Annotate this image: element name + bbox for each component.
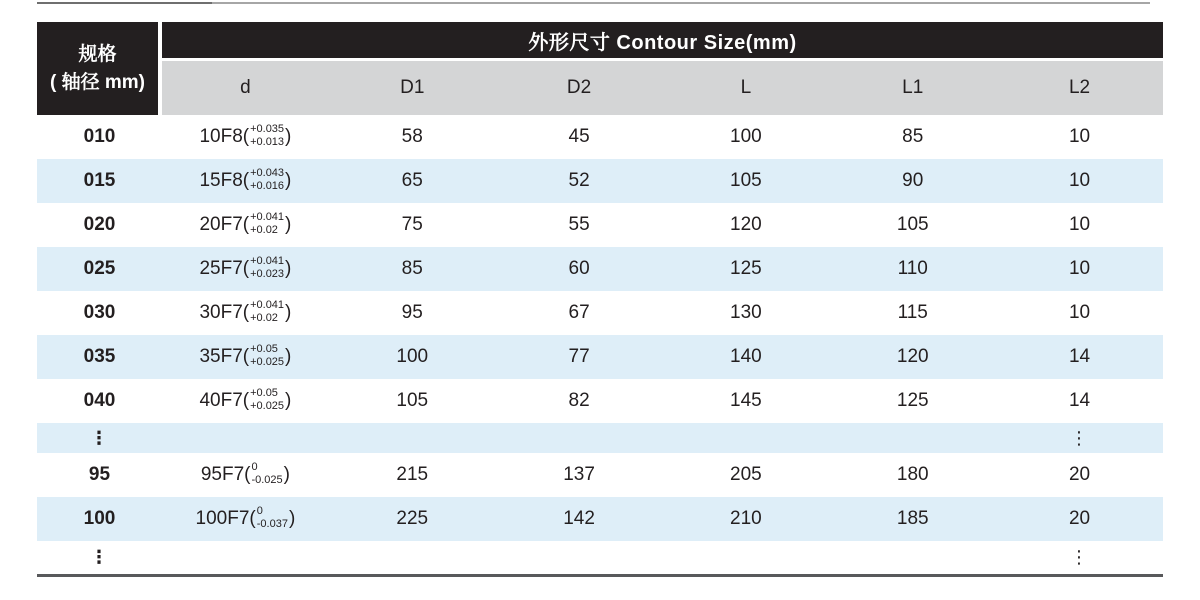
- tolerance-suffix: ): [285, 214, 292, 235]
- d2-cell: 52: [568, 170, 590, 191]
- tolerance-lower: +0.013: [250, 136, 285, 148]
- tolerance-suffix: ): [285, 126, 292, 147]
- tolerance-prefix: 40F7(: [199, 390, 250, 411]
- l1-cell: 110: [897, 258, 928, 279]
- d1-cell: 85: [401, 258, 423, 279]
- tolerance-lower: +0.023: [250, 268, 285, 280]
- tolerance-value: [199, 300, 291, 326]
- tolerance-value: [196, 506, 296, 532]
- tolerance-stack: [250, 299, 284, 325]
- tolerance-stack: [250, 211, 284, 237]
- contour-size-table: [37, 22, 1163, 577]
- tolerance-prefix: 25F7(: [199, 258, 250, 279]
- d1-cell: 58: [401, 126, 423, 147]
- spec-header-line2: ( 轴径 mm): [49, 71, 145, 93]
- d2-cell: 55: [568, 214, 590, 235]
- tolerance-upper: +0.035: [250, 123, 285, 136]
- d2-cell: 82: [568, 390, 590, 411]
- d1-cell: 75: [401, 214, 423, 235]
- tolerance-stack: [257, 505, 288, 531]
- table-row: [37, 335, 1163, 379]
- l2-cell: 10: [1068, 302, 1091, 323]
- table-row: [37, 203, 1163, 247]
- l2-cell: 10: [1068, 258, 1091, 279]
- d-cell: [162, 212, 329, 238]
- column-header-d: d: [240, 77, 251, 98]
- l-cell: 140: [730, 346, 762, 367]
- tolerance-prefix: 95F7(: [200, 464, 251, 485]
- tolerance-lower: +0.02: [250, 224, 278, 236]
- tolerance-value: [199, 344, 291, 370]
- d1-cell: 95: [401, 302, 423, 323]
- tolerance-prefix: 30F7(: [199, 302, 250, 323]
- tolerance-value: [199, 388, 291, 414]
- tolerance-lower: +0.025: [250, 356, 285, 368]
- l1-cell: 185: [896, 508, 929, 529]
- tolerance-value: [199, 124, 291, 150]
- l2-cell: 14: [1068, 390, 1091, 411]
- column-header-l2: L2: [1068, 77, 1091, 98]
- tolerance-stack: [250, 167, 284, 193]
- l-cell: 105: [730, 170, 762, 191]
- tolerance-lower: +0.02: [250, 312, 278, 324]
- table-row: [37, 247, 1163, 291]
- tolerance-value: [199, 256, 291, 282]
- d1-cell: 225: [396, 508, 429, 529]
- tolerance-prefix: 35F7(: [199, 346, 250, 367]
- ellipsis-spec: ⋮: [90, 546, 109, 567]
- l1-cell: 90: [902, 170, 924, 191]
- l1-cell: 125: [896, 390, 929, 411]
- d-cell: [162, 388, 329, 414]
- tolerance-stack: [250, 123, 284, 149]
- d1-cell: 100: [396, 346, 429, 367]
- spec-cell: 100: [83, 508, 116, 529]
- tolerance-stack: [251, 461, 282, 487]
- d-cell: [162, 168, 329, 194]
- ellipsis-row: [37, 423, 1163, 453]
- column-header-l1: L1: [902, 77, 924, 98]
- l1-cell: 105: [896, 214, 929, 235]
- l-cell: 210: [730, 508, 762, 529]
- d2-cell: 137: [563, 464, 595, 485]
- tolerance-value: [201, 462, 290, 488]
- tolerance-suffix: ): [285, 302, 292, 323]
- spec-cell: 020: [83, 214, 116, 235]
- tolerance-lower: +0.025: [250, 400, 285, 412]
- spec-header-line1: 规格: [78, 43, 117, 65]
- d1-cell: 105: [396, 390, 429, 411]
- tolerance-value: [199, 212, 291, 238]
- d1-cell: 65: [401, 170, 423, 191]
- table-row: [37, 497, 1163, 541]
- tolerance-lower: -0.037: [256, 518, 288, 530]
- column-header-l: L: [740, 77, 752, 98]
- bottom-divider: [37, 574, 1163, 577]
- spec-cell: 035: [83, 346, 116, 367]
- column-header-row: [162, 61, 1163, 115]
- tolerance-suffix: ): [285, 346, 292, 367]
- tolerance-upper: +0.041: [250, 299, 285, 312]
- tolerance-upper: +0.043: [250, 167, 285, 180]
- l-cell: 100: [730, 126, 762, 147]
- d-cell: [162, 256, 329, 282]
- column-header-d1: D1: [400, 77, 425, 98]
- tolerance-prefix: 100F7(: [195, 508, 256, 529]
- l-cell: 205: [730, 464, 762, 485]
- tolerance-suffix: ): [283, 464, 290, 485]
- spec-cell: 010: [83, 126, 116, 147]
- l1-cell: 180: [896, 464, 929, 485]
- l-cell: 145: [730, 390, 762, 411]
- tolerance-suffix: ): [285, 258, 292, 279]
- d1-cell: 215: [396, 464, 429, 485]
- tolerance-prefix: 15F8(: [199, 170, 250, 191]
- l1-cell: 120: [896, 346, 929, 367]
- ellipsis-row: [37, 541, 1163, 573]
- group-header-bar: [162, 22, 1163, 58]
- spec-cell: 025: [83, 258, 116, 279]
- d2-cell: 60: [568, 258, 590, 279]
- tolerance-value: [199, 168, 291, 194]
- tolerance-stack: [250, 255, 284, 281]
- tolerance-upper: 0: [251, 461, 258, 474]
- spec-header-cell: [37, 22, 158, 115]
- l2-cell: 14: [1068, 346, 1091, 367]
- tolerance-upper: +0.041: [250, 211, 285, 224]
- d-cell: [162, 506, 329, 532]
- d2-cell: 77: [568, 346, 590, 367]
- d-cell: [162, 300, 329, 326]
- column-header-d2: D2: [566, 77, 592, 98]
- l2-cell: 20: [1068, 464, 1091, 485]
- tolerance-upper: +0.041: [250, 255, 285, 268]
- l1-cell: 115: [897, 302, 928, 323]
- spec-cell: 95: [88, 464, 111, 485]
- table-row: [37, 379, 1163, 423]
- ellipsis-l2: ⋮: [1070, 427, 1090, 448]
- tolerance-suffix: ): [288, 508, 296, 529]
- l-cell: 120: [730, 214, 762, 235]
- l2-cell: 20: [1068, 508, 1091, 529]
- d-cell: [162, 124, 329, 150]
- l2-cell: 10: [1068, 126, 1091, 147]
- table-row: [37, 453, 1163, 497]
- top-divider: [37, 2, 1150, 4]
- ellipsis-l2: ⋮: [1070, 546, 1090, 567]
- l-cell: 125: [730, 258, 762, 279]
- spec-cell: 040: [83, 390, 116, 411]
- tolerance-prefix: 20F7(: [199, 214, 250, 235]
- tolerance-lower: +0.016: [250, 180, 285, 192]
- d2-cell: 142: [563, 508, 595, 529]
- table-row: [37, 291, 1163, 335]
- tolerance-stack: [250, 387, 284, 413]
- header-right-block: [162, 22, 1163, 115]
- tolerance-suffix: ): [285, 390, 292, 411]
- l2-cell: 10: [1068, 214, 1091, 235]
- ellipsis-spec: ⋮: [90, 427, 109, 448]
- d2-cell: 45: [568, 126, 590, 147]
- d-cell: [162, 344, 329, 370]
- tolerance-suffix: ): [285, 170, 292, 191]
- tolerance-lower: -0.025: [251, 474, 283, 486]
- tolerance-upper: 0: [256, 505, 263, 518]
- table-row: [37, 115, 1163, 159]
- group-header-title: 外形尺寸 Contour Size(mm): [528, 31, 797, 54]
- spec-cell: 030: [83, 302, 116, 323]
- spec-cell: 015: [83, 170, 116, 191]
- d2-cell: 67: [568, 302, 590, 323]
- tolerance-stack: [250, 343, 284, 369]
- tolerance-upper: +0.05: [250, 387, 278, 400]
- l2-cell: 10: [1068, 170, 1091, 191]
- d-cell: [162, 462, 329, 488]
- table-row: [37, 159, 1163, 203]
- table-header: [37, 22, 1163, 115]
- tolerance-upper: +0.05: [250, 343, 278, 356]
- l1-cell: 85: [902, 126, 924, 147]
- l-cell: 130: [730, 302, 762, 323]
- tolerance-prefix: 10F8(: [199, 126, 250, 147]
